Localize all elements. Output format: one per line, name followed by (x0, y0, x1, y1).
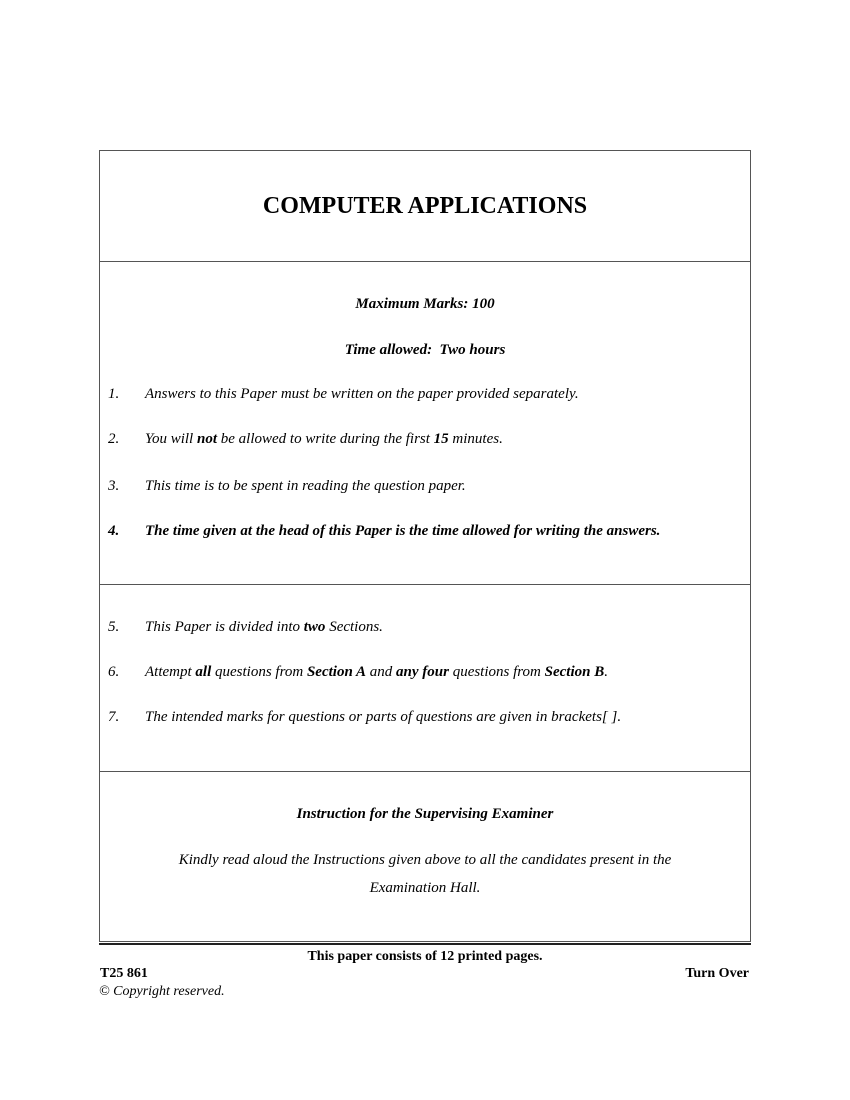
divider (99, 584, 751, 585)
instruction-1: 1. Answers to this Paper must be written on the paper provided separately. (108, 386, 579, 402)
instruction-4: 4. The time given at the head of this Paper is the time allowed for writing the answers. (108, 523, 661, 539)
maximum-marks: Maximum Marks: 100 (355, 296, 495, 312)
instruction-2: 2. You will not be allowed to write during the first 15 minutes. (108, 431, 503, 447)
supervisor-heading: Instruction for the Supervising Examiner (296, 806, 554, 822)
instruction-3: 3. This time is to be spent in reading the question paper. (108, 478, 466, 494)
divider (99, 771, 751, 772)
instruction-6: 6. Attempt all questions from Section A and any four questions from Section B. (108, 664, 608, 680)
supervisor-text: Kindly read aloud the Instructions given above to all the candidates present in the Examination Hall. (178, 852, 672, 896)
copyright: © Copyright reserved. (99, 984, 225, 999)
instructions-box (99, 150, 751, 942)
instruction-5: 5. This Paper is divided into two Sections. (108, 619, 383, 635)
divider (99, 261, 751, 262)
time-allowed: Time allowed: Two hours (344, 342, 506, 358)
turn-over: Turn Over (685, 966, 749, 981)
paper-code: T25 861 (100, 966, 148, 981)
page-count: This paper consists of 12 printed pages. (307, 949, 543, 964)
instruction-7: 7. The intended marks for questions or parts of questions are given in brackets[ ]. (108, 709, 622, 725)
footer-rule (99, 943, 751, 945)
paper-title: COMPUTER APPLICATIONS (262, 193, 588, 219)
